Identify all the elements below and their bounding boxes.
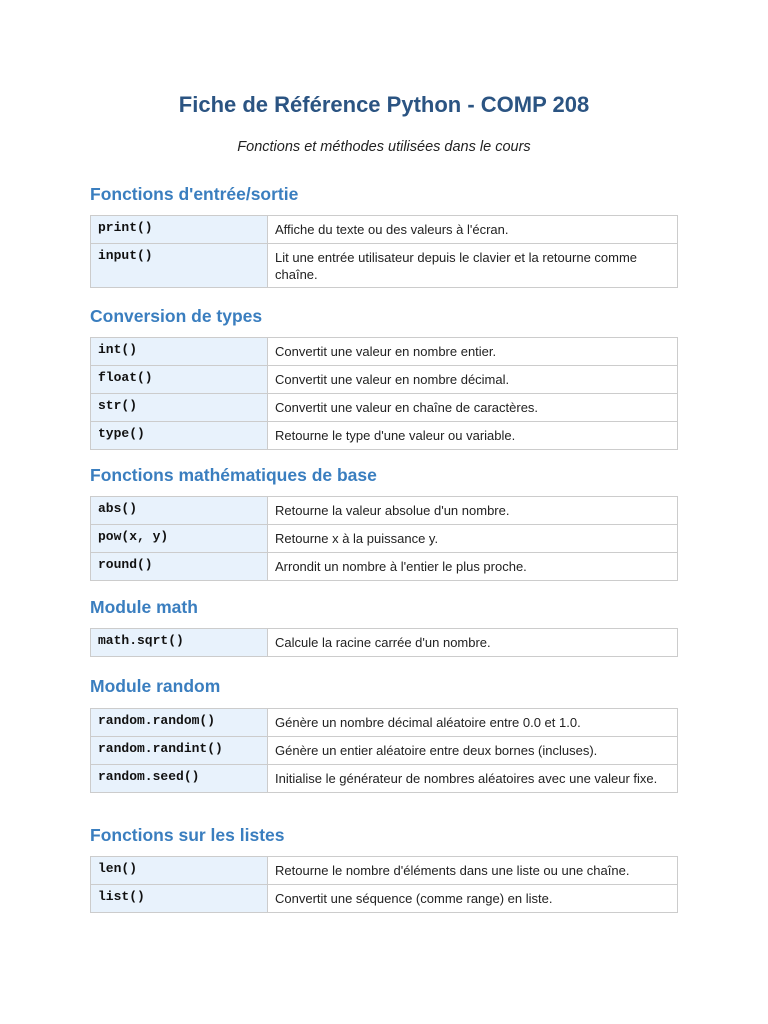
- function-description: Retourne la valeur absolue d'un nombre.: [268, 497, 678, 525]
- function-description: Retourne le nombre d'éléments dans une liste ou une chaîne.: [268, 857, 678, 885]
- function-description: Initialise le générateur de nombres aléatoires avec une valeur fixe.: [268, 765, 678, 793]
- reference-table: [90, 337, 678, 450]
- section-math-basics: [90, 464, 678, 574]
- table-row: [91, 737, 678, 765]
- function-description: Arrondit un nombre à l'entier le plus proche.: [268, 553, 678, 581]
- function-name: random.seed(): [91, 765, 268, 793]
- function-name: abs(): [91, 497, 268, 525]
- function-name: len(): [91, 857, 268, 885]
- page-title: Fiche de Référence Python - COMP 208: [178, 92, 590, 117]
- table-row: [91, 553, 678, 581]
- table-row: [91, 216, 678, 244]
- reference-table: [90, 496, 678, 581]
- table-row: [91, 244, 678, 288]
- function-description: Affiche du texte ou des valeurs à l'écran.: [268, 216, 678, 244]
- table-row: [91, 765, 678, 793]
- section-lists: [90, 824, 678, 906]
- function-name: math.sqrt(): [91, 629, 268, 657]
- function-name: int(): [91, 338, 268, 366]
- function-description: Convertit une valeur en chaîne de caractères.: [268, 394, 678, 422]
- table-row: [91, 525, 678, 553]
- reference-table: [90, 215, 678, 288]
- function-name: list(): [91, 885, 268, 913]
- table-row: [91, 885, 678, 913]
- reference-table: [90, 856, 678, 913]
- table-row: [91, 366, 678, 394]
- function-description: Génère un nombre décimal aléatoire entre 0.0 et 1.0.: [268, 709, 678, 737]
- section-heading: Conversion de types: [90, 306, 263, 326]
- section-module-math: [90, 596, 678, 650]
- table-row: [91, 422, 678, 450]
- section-heading: Fonctions sur les listes: [90, 825, 285, 845]
- function-description: Convertit une séquence (comme range) en liste.: [268, 885, 678, 913]
- section-heading: Module random: [90, 676, 221, 696]
- table-row: [91, 629, 678, 657]
- function-name: round(): [91, 553, 268, 581]
- function-name: random.random(): [91, 709, 268, 737]
- reference-table: [90, 628, 678, 657]
- section-heading: Fonctions mathématiques de base: [90, 465, 377, 485]
- function-description: Convertit une valeur en nombre décimal.: [268, 366, 678, 394]
- function-description: Lit une entrée utilisateur depuis le clavier et la retourne comme chaîne.: [268, 244, 678, 288]
- function-name: str(): [91, 394, 268, 422]
- function-description: Convertit une valeur en nombre entier.: [268, 338, 678, 366]
- function-description: Calcule la racine carrée d'un nombre.: [268, 629, 678, 657]
- function-description: Retourne le type d'une valeur ou variable.: [268, 422, 678, 450]
- function-name: random.randint(): [91, 737, 268, 765]
- section-module-random: [90, 675, 678, 786]
- section-io: [90, 183, 678, 282]
- table-row: [91, 709, 678, 737]
- function-name: print(): [91, 216, 268, 244]
- section-heading: Module math: [90, 597, 198, 617]
- function-name: pow(x, y): [91, 525, 268, 553]
- table-row: [91, 338, 678, 366]
- table-row: [91, 497, 678, 525]
- function-description: Génère un entier aléatoire entre deux bornes (incluses).: [268, 737, 678, 765]
- section-heading: Fonctions d'entrée/sortie: [90, 184, 299, 204]
- section-conversion: [90, 305, 678, 443]
- page-subtitle: Fonctions et méthodes utilisées dans le cours: [237, 139, 531, 155]
- table-row: [91, 857, 678, 885]
- function-name: float(): [91, 366, 268, 394]
- function-description: Retourne x à la puissance y.: [268, 525, 678, 553]
- function-name: input(): [91, 244, 268, 288]
- function-name: type(): [91, 422, 268, 450]
- reference-table: [90, 708, 678, 793]
- table-row: [91, 394, 678, 422]
